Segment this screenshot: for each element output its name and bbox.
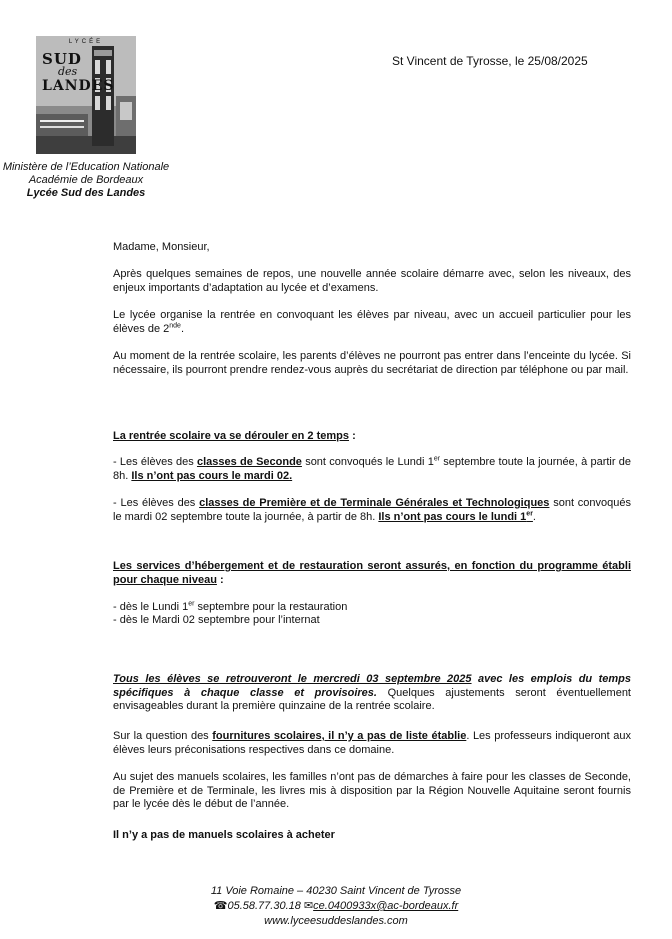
- paragraph-2-text: Le lycée organise la rentrée en convoquant les élèves par niveau, avec un accueil particulier pour les élèves de 2: [113, 309, 631, 335]
- schedule-pt-nocourse-text: Ils n’ont pas cours le lundi 1: [378, 510, 527, 523]
- schedule-seconde: [113, 456, 631, 483]
- academy-name: Académie de Bordeaux: [28, 174, 144, 186]
- paragraph-1: Après quelques semaines de repos, une nouvelle année scolaire démarre avec, selon les niveaux, des enjeux importants d’adaptation au lycée et d’examens.: [113, 268, 631, 294]
- logo-line-1: SUD: [42, 50, 82, 68]
- service-restauration-a: - dès le Lundi 1: [113, 601, 189, 613]
- paragraph-4-emphasis: avec les emplois du temps spécifiques à chaque classe et provisoires.: [113, 673, 631, 699]
- phone-icon: ☎: [213, 900, 228, 912]
- schedule-pt-f: .: [532, 510, 536, 523]
- schedule-pt-nocourse: [378, 511, 533, 523]
- logo-line-3: LANDES: [42, 78, 115, 94]
- schedule-premiere-terminale: [113, 497, 631, 524]
- heading-services: [113, 560, 631, 587]
- footer-contact: [0, 899, 672, 914]
- ministry-name: Ministère de l’Education Nationale: [2, 161, 170, 173]
- schedule-seconde-d: septembre toute la journée, à partir de 8h.: [113, 456, 632, 482]
- paragraph-4-rest: Quelques ajustements seront éventuellement envisageables durant la première quinzaine de la rentrée scolaire.: [113, 686, 631, 712]
- paragraph-5-supplies: fournitures scolaires, il n’y a pas de liste établie: [212, 730, 467, 742]
- heading-rentree: [113, 430, 631, 444]
- schedule-seconde-classes: classes de Seconde: [196, 456, 302, 468]
- heading-rentree-text: La rentrée scolaire va se dérouler en 2 temps: [113, 430, 350, 442]
- paragraph-2: [113, 309, 631, 336]
- paragraph-5-c: . Les professeurs indiqueront aux élèves leurs préconisations respectives dans ce domaine.: [113, 730, 631, 756]
- school-name: Lycée Sud des Landes: [26, 187, 146, 199]
- schedule-pt-sup: er: [526, 509, 533, 517]
- paragraph-4: [113, 673, 631, 714]
- service-internat: - dès le Mardi 02 septembre pour l’internat: [113, 614, 320, 626]
- schedule-seconde-sup: er: [433, 455, 441, 463]
- service-restauration: [113, 601, 631, 615]
- paragraph-4-date: Tous les élèves se retrouveront le mercredi 03 septembre 2025: [113, 673, 472, 685]
- logo-line-2: des: [58, 65, 78, 78]
- footer-email[interactable]: ce.0400933x@ac-bordeaux.fr: [313, 900, 459, 912]
- paragraph-2-end: .: [180, 322, 185, 335]
- paragraph-6: Au sujet des manuels scolaires, les familles n’ont pas de démarches à faire pour les classes de Seconde, de Première et de Terminale, les livres mis à disposition par la Région Nouvelle Aquitaine seront fournis par le lycée dès le début de l’année.: [113, 771, 631, 810]
- schedule-pt-a: - Les élèves des: [113, 497, 200, 509]
- schedule-pt-classes: classes de Première et de Terminale Générales et Technologiques: [199, 497, 550, 509]
- schedule-seconde-c: sont convoqués le Lundi 1: [301, 456, 434, 468]
- paragraph-5-a: Sur la question des: [113, 730, 213, 742]
- service-restauration-sup: er: [188, 600, 195, 608]
- footer-website[interactable]: www.lyceesuddeslandes.com: [264, 915, 408, 927]
- footer-phone: 05.58.77.30.18: [227, 900, 301, 912]
- schedule-pt-c: sont convoqués le mardi 02 septembre toute la journée, à partir de 8h.: [113, 497, 632, 523]
- logo-top-word: LYCÉE: [68, 39, 104, 45]
- footer-address: 11 Voie Romaine – 40230 Saint Vincent de Tyrosse: [210, 885, 462, 897]
- schedule-seconde-a: - Les élèves des: [113, 456, 197, 468]
- heading-services-text: Les services d’hébergement et de restauration seront assurés, en fonction du programme établi pour chaque niveau: [113, 560, 631, 586]
- service-restauration-b: septembre pour la restauration: [194, 601, 348, 613]
- envelope-icon: ✉: [303, 900, 314, 912]
- heading-services-colon: :: [216, 573, 224, 586]
- date-line: St Vincent de Tyrosse, le 25/08/2025: [392, 54, 588, 68]
- paragraph-5: [113, 730, 631, 757]
- salutation: Madame, Monsieur,: [113, 241, 210, 253]
- paragraph-2-sup: nde: [169, 321, 181, 329]
- school-logo: [36, 36, 136, 154]
- paragraph-3: Au moment de la rentrée scolaire, les parents d’élèves ne pourront pas entrer dans l’enceinte du lycée. Si nécessaire, ils pourront prendre rendez-vous auprès du secrétariat de direction par téléphone ou par mail.: [113, 350, 631, 376]
- heading-rentree-colon: :: [349, 430, 356, 442]
- closing-statement: Il n’y a pas de manuels scolaires à acheter: [113, 829, 335, 841]
- schedule-seconde-nocourse: Ils n’ont pas cours le mardi 02.: [131, 469, 293, 482]
